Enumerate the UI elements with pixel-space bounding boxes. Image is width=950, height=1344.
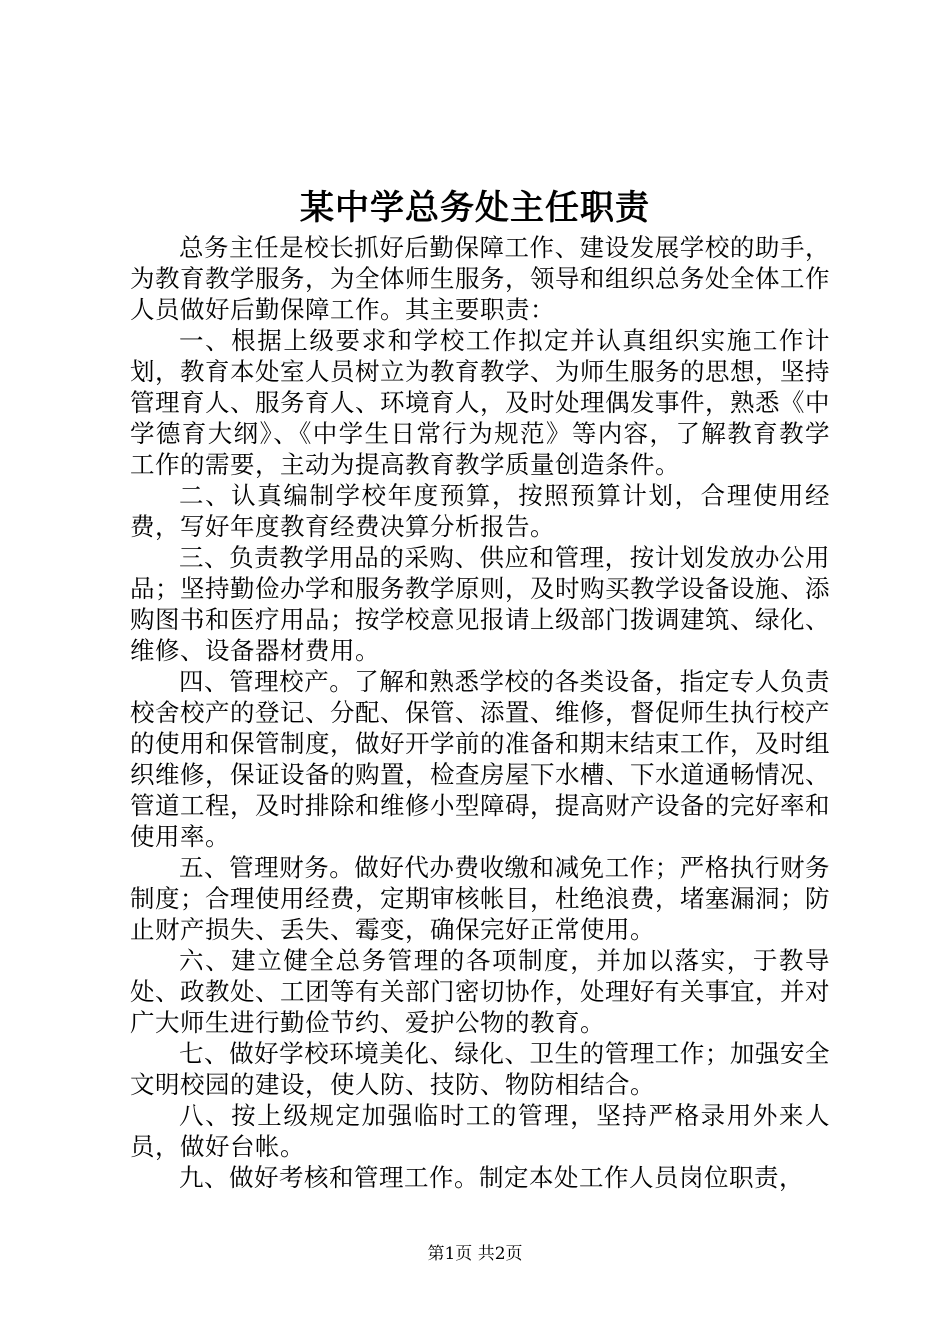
page-footer: 第1页 共2页 [427, 1244, 523, 1264]
paragraph-duty-2: 二、认真编制学校年度预算，按照预算计划，合理使用经费，写好年度教育经费决算分析报告。 [130, 481, 830, 541]
paragraph-duty-7: 七、做好学校环境美化、绿化、卫生的管理工作；加强安全文明校园的建设，使人防、技防、物防相结合。 [130, 1039, 830, 1099]
paragraph-duty-1: 一、根据上级要求和学校工作拟定并认真组织实施工作计划，教育本处室人员树立为教育教学、为师生服务的思想，坚持管理育人、服务育人、环境育人，及时处理偶发事件，熟悉《中学德育大纲》、《中学生日常行为规范》等内容，了解教育教学工作的需要，主动为提高教育教学质量创造条件。 [130, 326, 830, 479]
paragraph-duty-4: 四、管理校产。了解和熟悉学校的各类设备，指定专人负责校舍校产的登记、分配、保管、添置、维修，督促师生执行校产的使用和保管制度，做好开学前的准备和期末结束工作，及时组织维修，保证设备的购置，检查房屋下水槽、下水道通畅情况、管道工程，及时排除和维修小型障碍，提高财产设备的完好率和使用率。 [130, 667, 830, 851]
paragraph-duty-9: 九、做好考核和管理工作。制定本处工作人员岗位职责， [179, 1163, 804, 1192]
paragraph-duty-3: 三、负责教学用品的采购、供应和管理，按计划发放办公用品；坚持勤俭办学和服务教学原则，及时购买教学设备设施、添购图书和医疗用品；按学校意见报请上级部门拨调建筑、绿化、维修、设备器材费用。 [130, 543, 830, 665]
paragraph-intro: 总务主任是校长抓好后勤保障工作、建设发展学校的助手，为教育教学服务，为全体师生服务，领导和组织总务处全体工作人员做好后勤保障工作。其主要职责： [130, 233, 830, 324]
document-title: 某中学总务处主任职责 [300, 188, 650, 228]
paragraph-duty-6: 六、建立健全总务管理的各项制度，并加以落实，于教导处、政教处、工团等有关部门密切协作，处理好有关事宜，并对广大师生进行勤俭节约、爱护公物的教育。 [130, 946, 830, 1037]
document-body [130, 232, 830, 1193]
paragraph-duty-5: 五、管理财务。做好代办费收缴和减免工作；严格执行财务制度；合理使用经费，定期审核帐目，杜绝浪费，堵塞漏洞；防止财产损失、丢失、霉变，确保完好正常使用。 [130, 853, 830, 944]
paragraph-duty-8: 八、按上级规定加强临时工的管理，坚持严格录用外来人员，做好台帐。 [130, 1101, 830, 1161]
